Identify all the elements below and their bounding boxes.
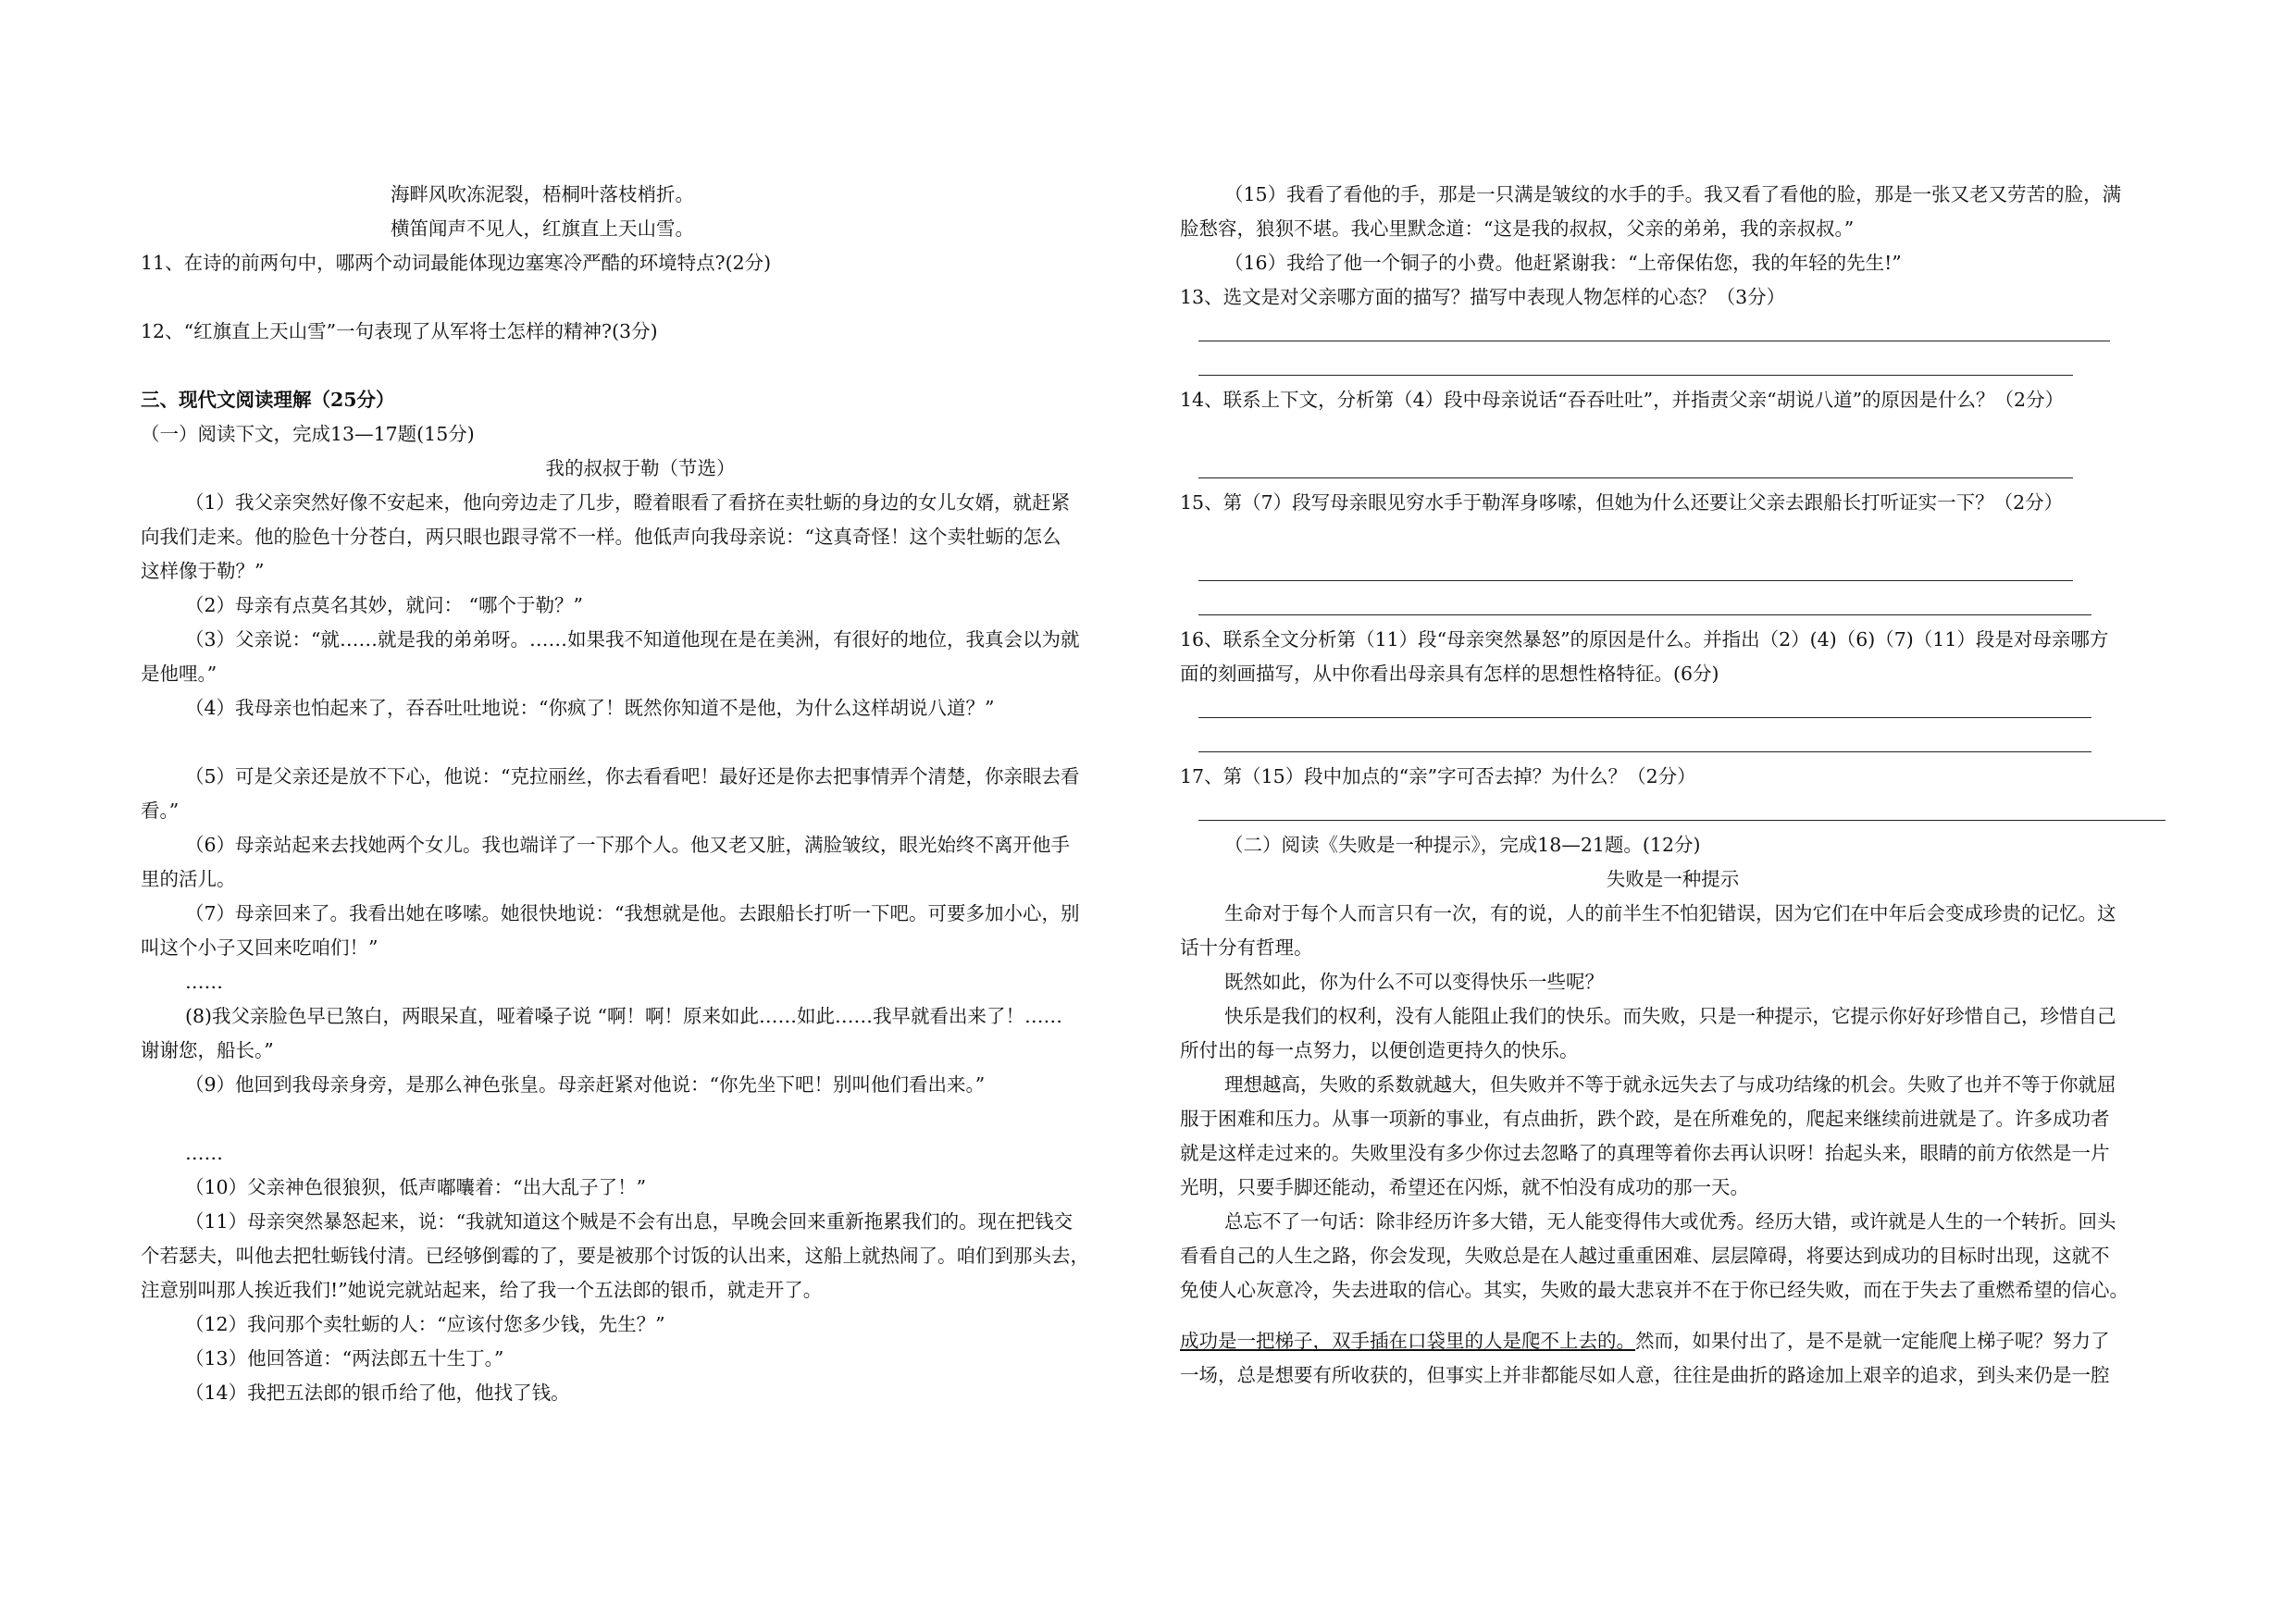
essay-title: 失败是一种提示 [1606, 868, 1740, 890]
answer-line [1180, 691, 2166, 725]
poem-line-1: 海畔风吹冻泥裂，梧桐叶落枝梢折。 [391, 183, 694, 205]
question-17: 17、第（15）段中加点的“亲”字可否去掉？为什么？（2分） [1180, 765, 1696, 787]
essay-line: 就是这样走过来的。失败里没有多少你过去忽略了的真理等着你去再认识呀！抬起头来，眼睛的前方依然是一片 [1180, 1142, 2110, 1164]
question-16-cont: 面的刻画描写，从中你看出母亲具有怎样的思想性格特征。(6分) [1180, 663, 1719, 685]
article-line: 向我们走来。他的脸色十分苍白，两只眼也跟寻常不一样。他低声向我母亲说：“这真奇怪！这个卖牡蛎的怎么 [141, 526, 1061, 548]
answer-line [1180, 589, 2166, 623]
part-2-intro: （二）阅读《失败是一种提示》，完成18—21题。(12分) [1224, 834, 1701, 856]
article-title: 我的叔叔于勒（节选） [545, 457, 736, 479]
essay-line: 话十分有哲理。 [1180, 936, 1313, 959]
article-line: （3）父亲说：“就……就是我的弟弟呀。……如果我不知道他现在是在美洲，有很好的地位，我真会以为就 [185, 628, 1080, 651]
article-line: 个若瑟夫，叫他去把牡蛎钱付清。已经够倒霉的了，要是被那个讨饭的认出来，这船上就热闹了。咱们到那头去， [141, 1245, 1089, 1267]
essay-line: 光明，只要手脚还能动，希望还在闪烁，就不怕没有成功的那一天。 [1180, 1176, 1749, 1198]
essay-line: 生命对于每个人而言只有一次，有的说，人的前半生不怕犯错误，因为它们在中年后会变成珍贵的记忆。这 [1224, 902, 2116, 924]
article-line: （6）母亲站起来去找她两个女儿。我也端详了一下那个人。他又老又脏，满脸皱纹，眼光始终不离开他手 [185, 834, 1071, 856]
answer-line [1180, 452, 2166, 486]
article-line: (8)我父亲脸色早已煞白，两眼呆直，哑着嗓子说 “啊！啊！原来如此……如此……我早就看出来了！…… [185, 1005, 1063, 1027]
article-line: 是他哩。” [141, 663, 217, 685]
essay-line: 所付出的每一点努力，以便创造更持久的快乐。 [1180, 1039, 1579, 1061]
article-line: （10）父亲神色很狼狈，低声嘟囔着：“出大乱子了！” [185, 1176, 647, 1198]
article-line: （9）他回到我母亲身旁，是那么神色张皇。母亲赶紧对他说：“你先坐下吧！别叫他们看出来。” [185, 1073, 986, 1096]
poem-line-2: 横笛闻声不见人，红旗直上天山雪。 [391, 217, 694, 240]
article-line: （15）我看了看他的手，那是一只满是皱纹的水手的手。我又看了看他的脸，那是一张又老又劳苦的脸，满 [1224, 183, 2122, 205]
question-13: 13、选文是对父亲哪方面的描写？描写中表现人物怎样的心态？（3分） [1180, 286, 1786, 308]
section-heading-3: 三、现代文阅读理解（25分） [141, 389, 395, 411]
article-line: 谢谢您，船长。” [141, 1039, 274, 1061]
article-line: （16）我给了他一个铜子的小费。他赶紧谢我：“上帝保佑您，我的年轻的先生!” [1224, 252, 1902, 274]
essay-line: 快乐是我们的权利，没有人能阻止我们的快乐。而失败，只是一种提示，它提示你好好珍惜自己，珍惜自己 [1224, 1005, 2116, 1027]
article-ellipsis: …… [185, 1142, 223, 1164]
answer-line [1180, 349, 2166, 383]
essay-line-tail: 然而，如果付出了，是不是就一定能爬上梯子呢？努力了 [1635, 1330, 2110, 1352]
question-11: 11、在诗的前两句中，哪两个动词最能体现边塞寒冷严酷的环境特点?(2分) [141, 252, 772, 274]
article-ellipsis: …… [185, 971, 223, 993]
left-column [141, 178, 1140, 1410]
article-line: （4）我母亲也怕起来了，吞吞吐吐地说：“你疯了！既然你知道不是他，为什么这样胡说八道？” [185, 697, 995, 719]
right-column [1180, 178, 2166, 1393]
question-15: 15、第（7）段写母亲眼见穷水手于勒浑身哆嗦，但她为什么还要让父亲去跟船长打听证实一下？（2分） [1180, 491, 2064, 514]
article-line: （13）他回答道：“两法郎五十生丁。” [185, 1347, 504, 1370]
article-line: 叫这个小子又回来吃咱们！” [141, 936, 379, 959]
essay-line: 理想越高，失败的系数就越大，但失败并不等于就永远失去了与成功结缘的机会。失败了也并不等于你就屈 [1224, 1073, 2116, 1096]
essay-line: 总忘不了一句话：除非经历许多大错，无人能变得伟大或优秀。经历大错，或许就是人生的一个转折。回头 [1224, 1210, 2116, 1233]
article-line: （5）可是父亲还是放不下心，他说：“克拉丽丝，你去看看吧！最好还是你去把事情弄个清楚，你亲眼去看 [185, 765, 1080, 787]
essay-line: 服于困难和压力。从事一项新的事业，有点曲折，跌个跤，是在所难免的，爬起来继续前进就是了。许多成功者 [1180, 1108, 2110, 1130]
article-line: （7）母亲回来了。我看出她在哆嗦。她很快地说：“我想就是他。去跟船长打听一下吧。可要多加小心，别 [185, 902, 1080, 924]
article-line: （12）我问那个卖牡蛎的人：“应该付您多少钱，先生？” [185, 1313, 665, 1335]
answer-line [1180, 315, 2166, 349]
essay-line: 既然如此，你为什么不可以变得快乐一些呢？ [1224, 971, 1604, 993]
question-14: 14、联系上下文，分析第（4）段中母亲说话“吞吞吐吐”，并指责父亲“胡说八道”的原因是什么？（2分） [1180, 389, 2065, 411]
question-12: 12、“红旗直上天山雪”一句表现了从军将士怎样的精神?(3分) [141, 320, 658, 342]
essay-line: 一场，总是想要有所收获的，但事实上并非都能尽如人意，往往是曲折的路途加上艰辛的追求，到头来仍是一腔 [1180, 1364, 2110, 1386]
article-line: （11）母亲突然暴怒起来，说：“我就知道这个贼是不会有出息，早晚会回来重新拖累我们的。现在把钱交 [185, 1210, 1074, 1233]
essay-line: 免使人心灰意冷，失去进取的信心。其实，失败的最大悲哀并不在于你已经失败，而在于失去了重燃希望的信心。 [1180, 1279, 2128, 1301]
article-line: （1）我父亲突然好像不安起来，他向旁边走了几步，瞪着眼看了看挤在卖牡蛎的身边的女儿女婿，就赶紧 [185, 491, 1071, 514]
article-line: 看。” [141, 800, 180, 822]
answer-line [1180, 794, 2166, 828]
underlined-sentence: 成功是一把梯子，双手插在口袋里的人是爬不上去的。 [1180, 1330, 1635, 1352]
answer-line [1180, 554, 2166, 589]
article-line: 里的活儿。 [141, 868, 236, 890]
question-16: 16、联系全文分析第（11）段“母亲突然暴怒”的原因是什么。并指出（2）(4)（6)（7)（11）段是对母亲哪方 [1180, 628, 2109, 651]
article-line: （2）母亲有点莫名其妙，就问： “哪个于勒？” [185, 594, 584, 616]
essay-line: 看看自己的人生之路，你会发现，失败总是在人越过重重困难、层层障碍，将要达到成功的目标时出现，这就不 [1180, 1245, 2110, 1267]
article-line: 注意别叫那人挨近我们!”她说完就站起来，给了我一个五法郎的银币，就走开了。 [141, 1279, 823, 1301]
part-1-intro: （一）阅读下文，完成13—17题(15分) [141, 423, 475, 445]
article-line: 脸愁容，狼狈不堪。我心里默念道：“这是我的叔叔，父亲的弟弟，我的亲叔叔。” [1180, 217, 1855, 240]
article-line: （14）我把五法郎的银币给了他，他找了钱。 [185, 1382, 570, 1404]
answer-line [1180, 725, 2166, 760]
article-line: 这样像于勒？” [141, 560, 265, 582]
essay-line [1180, 1324, 2166, 1358]
